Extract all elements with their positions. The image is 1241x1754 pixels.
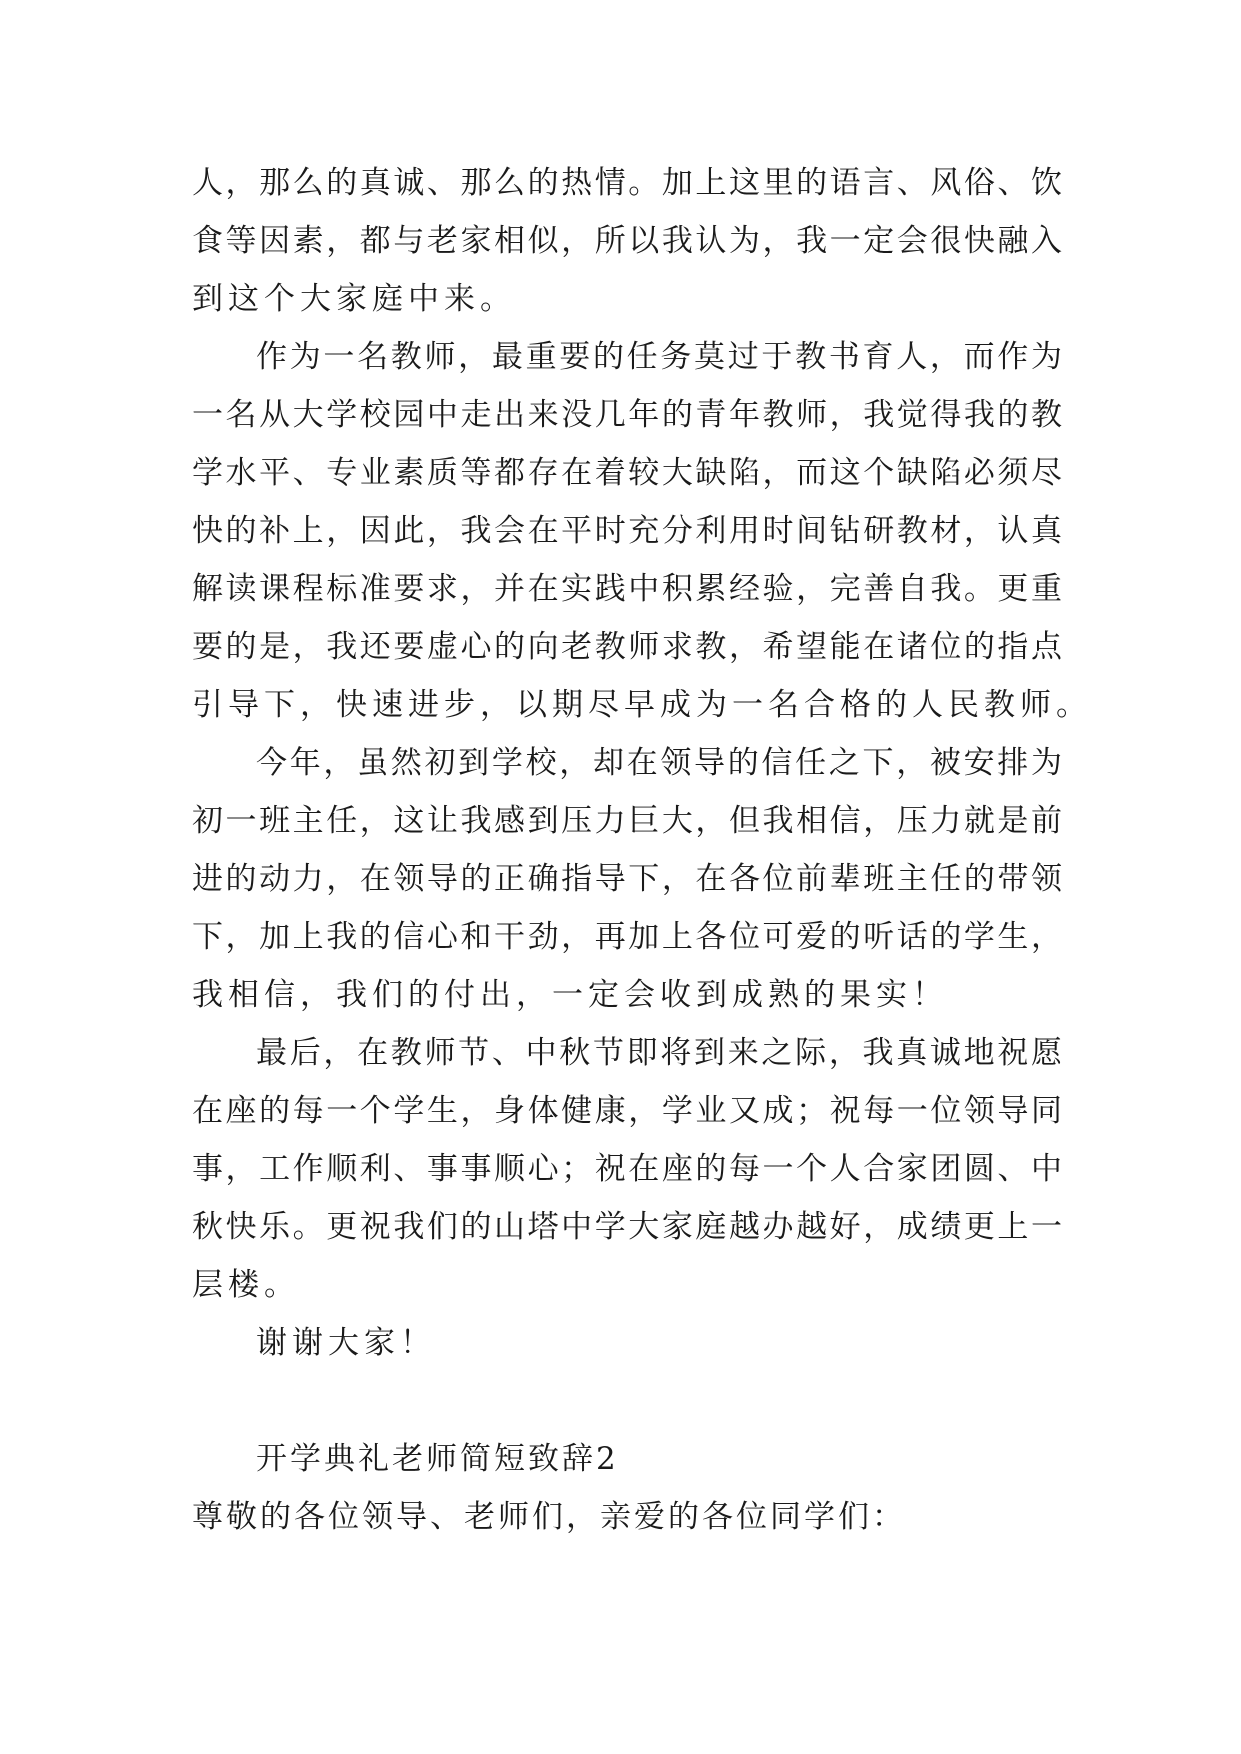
paragraph-4 bbox=[192, 1024, 1062, 1314]
text-line: 人，那么的真诚、那么的热情。加上这里的语言、风俗、饮 bbox=[192, 165, 1062, 201]
section-title: 开学典礼老师简短致辞2 bbox=[256, 1441, 619, 1477]
text-line: 下，加上我的信心和干劲，再加上各位可爱的听话的学生， bbox=[192, 919, 1062, 955]
text-line: 食等因素，都与老家相似，所以我认为，我一定会很快融入 bbox=[192, 223, 1062, 259]
paragraph-3 bbox=[192, 734, 1062, 1024]
text-line: 谢谢大家！ bbox=[256, 1325, 436, 1361]
text-line: 我相信，我们的付出，一定会收到成熟的果实！ bbox=[192, 977, 948, 1013]
text-line: 秋快乐。更祝我们的山塔中学大家庭越办越好，成绩更上一 bbox=[192, 1209, 1062, 1245]
text-line: 进的动力，在领导的正确指导下，在各位前辈班主任的带领 bbox=[192, 861, 1062, 897]
text-line: 事，工作顺利、事事顺心；祝在座的每一个人合家团圆、中 bbox=[192, 1151, 1062, 1187]
text-line: 引导下，快速进步，以期尽早成为一名合格的人民教师。 bbox=[192, 687, 1092, 723]
paragraph-5 bbox=[192, 1314, 1062, 1372]
paragraph-1 bbox=[192, 154, 1062, 328]
paragraph-gap bbox=[192, 1372, 1062, 1430]
text-line: 快的补上，因此，我会在平时充分利用时间钻研教材，认真 bbox=[192, 513, 1062, 549]
text-line: 要的是，我还要虚心的向老教师求教，希望能在诸位的指点 bbox=[192, 629, 1062, 665]
text-line: 层楼。 bbox=[192, 1267, 300, 1303]
text-line: 在座的每一个学生，身体健康，学业又成；祝每一位领导同 bbox=[192, 1093, 1062, 1129]
paragraph-2 bbox=[192, 328, 1092, 734]
text-line: 到这个大家庭中来。 bbox=[192, 281, 516, 317]
text-line: 今年，虽然初到学校，却在领导的信任之下，被安排为 bbox=[256, 745, 1062, 781]
salutation-line: 尊敬的各位领导、老师们，亲爱的各位同学们： bbox=[192, 1499, 906, 1535]
text-line: 解读课程标准要求，并在实践中积累经验，完善自我。更重 bbox=[192, 571, 1062, 607]
document-body bbox=[192, 154, 1092, 1546]
text-line: 初一班主任，这让我感到压力巨大，但我相信，压力就是前 bbox=[192, 803, 1062, 839]
text-line: 学水平、专业素质等都存在着较大缺陷，而这个缺陷必须尽 bbox=[192, 455, 1062, 491]
text-line: 最后，在教师节、中秋节即将到来之际，我真诚地祝愿 bbox=[256, 1035, 1062, 1071]
text-line: 作为一名教师，最重要的任务莫过于教书育人，而作为 bbox=[256, 339, 1062, 375]
text-line: 一名从大学校园中走出来没几年的青年教师，我觉得我的教 bbox=[192, 397, 1062, 433]
